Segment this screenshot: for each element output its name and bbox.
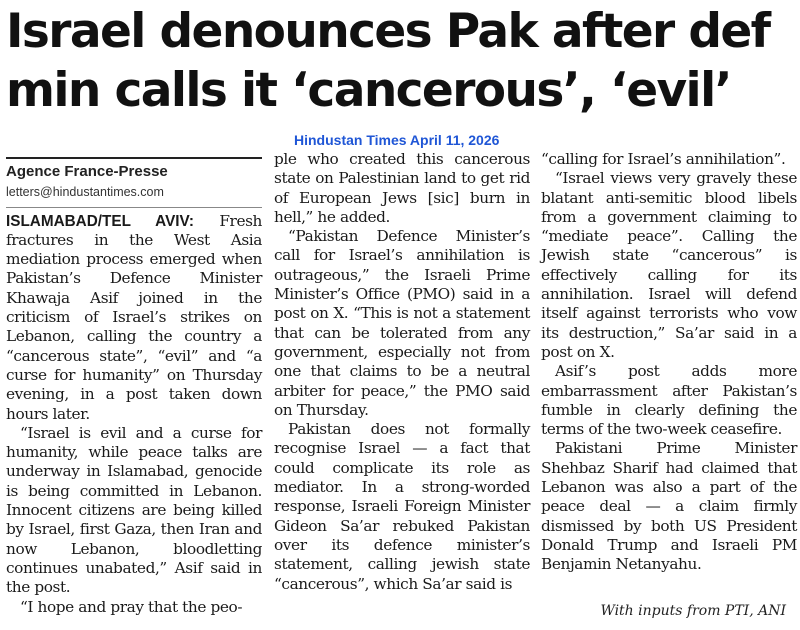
wire-credit: With inputs from PTI, ANI <box>600 603 786 619</box>
byline-email: letters@hindustantimes.com <box>6 183 262 207</box>
headline-line-2: min calls it ‘cancerous’, ‘evil’ <box>6 63 731 118</box>
article-column-1 <box>6 157 262 617</box>
headline-line-1: Israel denounces Pak after def <box>6 4 770 59</box>
article-paragraph-2: “Israel is evil and a curse for humanity, while peace talks are underway in Islamabad, genocide is being committed in Lebanon. Innocent citizens are being killed by Israel, first Gaza, then Iran and now Lebanon, bloodletting continues unabated,” Asif said in the post. <box>6 423 262 597</box>
article-paragraph-3-cont: ple who created this cancerous state on Palestinian land to get rid of European Jews [sic] burn in hell,” he added. <box>274 150 530 226</box>
article-column-2 <box>274 150 530 594</box>
article-paragraph-4: “Pakistan Defence Minister’s call for Israel’s annihilation is outrageous,” the Israeli Prime Minister’s Office (PMO) said in a post on X. “This is not a statement that can be tolerated from any government, especially not from one that claims to be a neutral arbiter for peace,” the PMO said on Thursday. <box>274 227 530 419</box>
article-paragraph-3-start: “I hope and pray that the peo- <box>20 597 243 616</box>
byline-agency: Agence France-Presse <box>6 157 262 181</box>
article-paragraph-5-cont: “calling for Israel’s annihilation”. <box>541 150 786 168</box>
article-paragraph-8: Pakistani Prime Minister Shehbaz Sharif had claimed that Lebanon was also a part of the peace deal — a claim firmly dismissed by both US President Donald Trump and Israeli PM Benjamin Netanyahu. <box>541 439 797 574</box>
source-date-stamp: Hindustan Times April 11, 2026 <box>294 132 500 148</box>
article-paragraph-6: “Israel views very gravely these blatant anti-semitic blood libels from a government claiming to “mediate peace”. Calling the Jewish state “cancerous” is effectively calling for its annihilation. Israel will defend itself against terrorists who vow its destruction,” Sa’ar said in a post on X. <box>541 169 797 361</box>
dateline: ISLAMABAD/TEL AVIV: <box>6 212 194 230</box>
paragraph-text: Fresh fractures in the West Asia mediation process emerged when Pakistan’s Defence Minister Khawaja Asif joined in the criticism of Israel’s strikes on Lebanon, calling the country a “cancerous state”, “evil” and “a curse for humanity” on Thursday evening, in a post taken down hours later. <box>6 211 263 423</box>
article-paragraph-5-start: Pakistan does not formally recognise Israel — a fact that could complicate its role as mediator. In a strong-worded response, Israeli Foreign Minister Gideon Sa’ar rebuked Pakistan over its defence minister’s statement, calling jewish state “cancerous”, which Sa’ar said is <box>274 420 530 593</box>
article-paragraph-1 <box>6 212 262 424</box>
article-paragraph-7: Asif’s post adds more embarrassment after Pakistan’s fumble in clearly defining the terms of the two-week ceasefire. <box>541 362 797 439</box>
article-column-3 <box>541 150 797 575</box>
headline <box>6 2 796 120</box>
